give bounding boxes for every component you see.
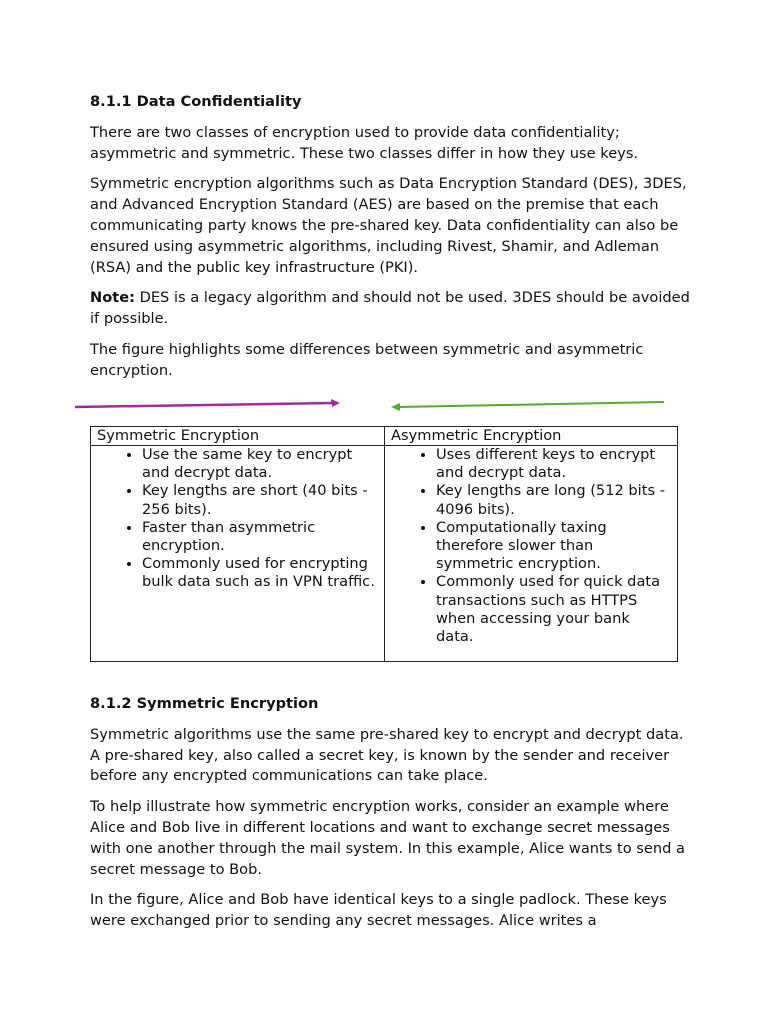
list-item: • Uses different keys to encrypt and decrypt data. [436, 446, 671, 482]
header-asymmetric: Asymmetric Encryption [385, 427, 678, 446]
list-item: • Faster than asymmetric encryption. [142, 519, 378, 555]
list-item: • Use the same key to encrypt and decrypt data. [142, 446, 378, 482]
section-symmetric-encryption [90, 694, 690, 942]
encryption-comparison-table [90, 426, 678, 662]
right-arrow-icon [391, 402, 664, 411]
note-text: DES is a legacy algorithm and should not be used. 3DES should be avoided if possible. [90, 289, 690, 328]
list-item: • Computationally taxing therefore slower than symmetric encryption. [436, 519, 671, 574]
table-row [91, 446, 678, 662]
section-heading: 8.1.1 Data Confidentiality [90, 93, 302, 110]
paragraph-alice-bob-example: To help illustrate how symmetric encryption works, consider an example where Alice and Bob live in different locations and want to exchange secret messages with one another through the mail system. In this example, Alice wants to send a secret message to Bob. [90, 798, 685, 878]
section-heading: 8.1.2 Symmetric Encryption [90, 695, 319, 712]
list-item: • Key lengths are short (40 bits - 256 bits). [142, 482, 378, 518]
left-arrow-icon [75, 399, 340, 407]
list-item: • Commonly used for quick data transactions such as HTTPS when accessing your bank data. [436, 573, 671, 646]
paragraph-padlock: In the figure, Alice and Bob have identical keys to a single padlock. These keys were exchanged prior to sending any secret messages. Alice writes a [90, 891, 667, 930]
paragraph-symmetric-keys: Symmetric algorithms use the same pre-shared key to encrypt and decrypt data. A pre-shared key, also called a secret key, is known by the sender and receiver before any encrypted communications can take place. [90, 725, 684, 785]
list-item: • Key lengths are long (512 bits - 4096 bits). [436, 482, 671, 518]
symmetric-cell [91, 446, 385, 662]
section-data-confidentiality [90, 92, 690, 392]
asymmetric-cell [385, 446, 678, 662]
table-header-row [91, 427, 678, 446]
paragraph-encryption-classes: There are two classes of encryption used to provide data confidentiality; asymmetric and symmetric. These two classes differ in how they use keys. [90, 123, 639, 162]
figure-arrows [70, 394, 670, 414]
header-symmetric: Symmetric Encryption [91, 427, 385, 446]
list-item: • Commonly used for encrypting bulk data such as in VPN traffic. [142, 555, 378, 591]
note-paragraph [90, 288, 690, 330]
asymmetric-list [391, 446, 671, 646]
paragraph-symmetric-algorithms: Symmetric encryption algorithms such as Data Encryption Standard (DES), 3DES, and Advanced Encryption Standard (AES) are based on the premise that each communicating party knows the pre-shared key. Data confidentiality can also be ensured using asymmetric algorithms, including Rivest, Shamir, and Adleman (RSA) and the public key infrastructure (PKI). [90, 175, 687, 276]
paragraph-figure-intro: The figure highlights some differences between symmetric and asymmetric encryption. [90, 340, 644, 379]
symmetric-list [97, 446, 378, 592]
note-label: Note: [90, 289, 135, 307]
